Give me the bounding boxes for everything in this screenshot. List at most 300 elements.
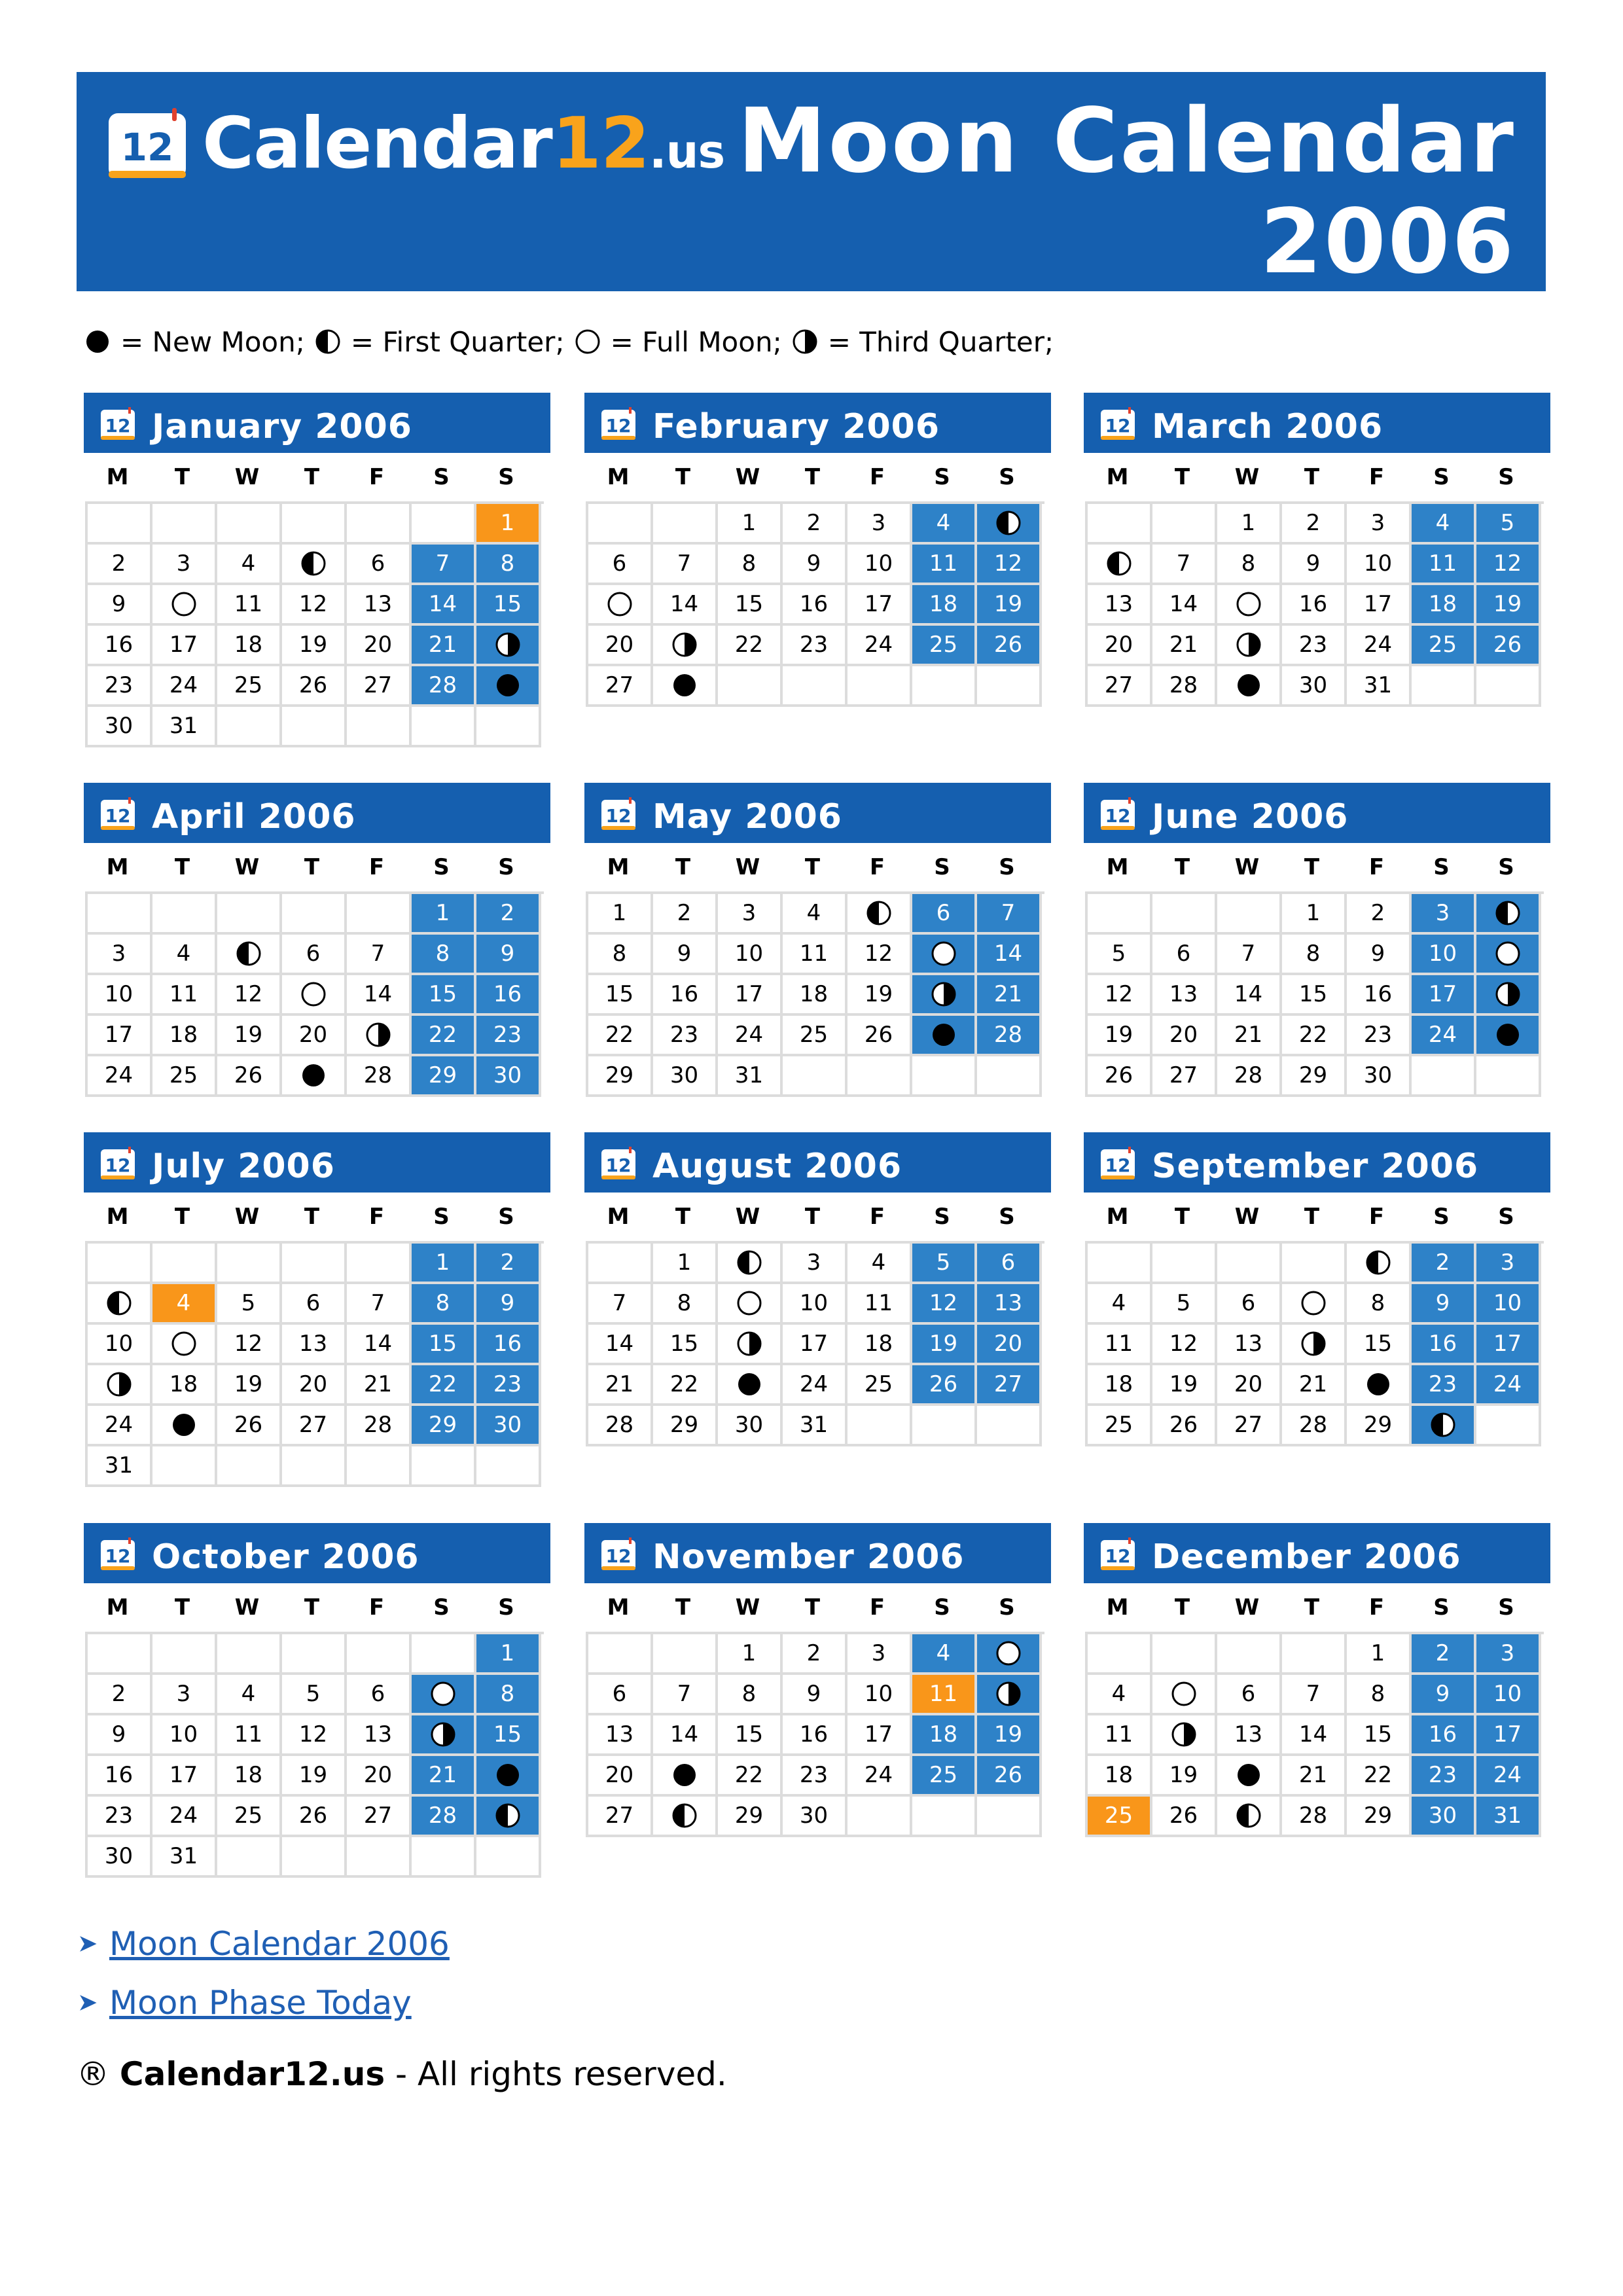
third-quarter-icon	[494, 631, 522, 658]
third-quarter-icon	[429, 1721, 457, 1748]
day-cell	[977, 1634, 1042, 1675]
day-cell	[1412, 975, 1476, 1016]
third-quarter-icon	[995, 1680, 1022, 1708]
day-number: 15	[669, 1331, 699, 1357]
day-number: 23	[104, 672, 134, 698]
day-cell	[718, 894, 783, 935]
day-cell	[347, 1325, 412, 1365]
empty-cell	[282, 504, 347, 545]
day-cell	[588, 1016, 653, 1056]
third-quarter-icon	[1300, 1330, 1327, 1357]
day-cell	[1217, 1365, 1282, 1406]
empty-cell	[217, 504, 282, 545]
day-number: 11	[929, 550, 958, 577]
day-cell	[1282, 1325, 1347, 1365]
day-number: 28	[1298, 1803, 1328, 1829]
weekday-label: S	[1498, 1204, 1514, 1230]
day-number: 24	[169, 672, 198, 698]
day-cell	[718, 585, 783, 626]
weekday-label: T	[675, 1594, 691, 1621]
day-cell	[912, 894, 977, 935]
weekday-label: F	[368, 1594, 385, 1621]
day-number: 17	[864, 591, 893, 617]
day-number: 11	[799, 941, 829, 967]
day-number: 25	[799, 1022, 829, 1048]
day-number: 17	[799, 1331, 829, 1357]
day-cell	[1088, 1284, 1152, 1325]
day-number: 12	[298, 1721, 328, 1748]
first-quarter-icon	[300, 550, 327, 577]
day-number: 10	[1493, 1681, 1522, 1707]
day-number: 14	[363, 1331, 393, 1357]
weekday-label: M	[106, 1594, 129, 1621]
legend-item	[314, 326, 574, 358]
day-cell	[152, 1365, 217, 1406]
empty-cell	[1217, 1634, 1282, 1675]
day-number: 27	[1234, 1412, 1263, 1438]
day-number: 12	[1493, 550, 1522, 577]
day-number: 30	[734, 1412, 764, 1438]
empty-cell	[847, 1797, 912, 1837]
day-number: 13	[993, 1290, 1023, 1316]
day-cell	[88, 585, 152, 626]
svg-text:12: 12	[105, 415, 131, 437]
day-cell	[783, 1284, 847, 1325]
empty-cell	[1152, 1244, 1217, 1284]
full-moon-icon	[930, 940, 957, 967]
day-cell	[217, 975, 282, 1016]
day-cell	[412, 1715, 476, 1756]
empty-cell	[88, 894, 152, 935]
day-number: 8	[435, 941, 450, 967]
weekday-label: T	[1304, 464, 1320, 490]
full-moon-icon	[1300, 1289, 1327, 1317]
weekday-row	[1084, 1583, 1550, 1632]
day-number: 9	[677, 941, 692, 967]
day-cell	[1347, 935, 1412, 975]
day-number: 25	[1104, 1412, 1133, 1438]
empty-cell	[977, 1797, 1042, 1837]
day-number: 16	[799, 1721, 829, 1748]
day-cell	[1088, 585, 1152, 626]
day-number: 2	[806, 510, 821, 536]
day-number: 6	[612, 1681, 627, 1707]
day-cell	[347, 1056, 412, 1097]
day-cell	[977, 1016, 1042, 1056]
day-cell	[412, 975, 476, 1016]
empty-cell	[412, 1634, 476, 1675]
day-number: 4	[806, 900, 821, 926]
empty-cell	[1476, 666, 1541, 707]
day-cell	[718, 1406, 783, 1446]
day-cell	[152, 1325, 217, 1365]
day-cell	[1412, 1406, 1476, 1446]
day-number: 21	[993, 981, 1023, 1007]
weekday-label: W	[234, 1204, 260, 1230]
day-number: 19	[1169, 1762, 1198, 1788]
day-cell	[653, 1056, 718, 1097]
day-cell	[1217, 975, 1282, 1016]
day-cell	[1476, 1244, 1541, 1284]
day-cell	[912, 1016, 977, 1056]
day-number: 6	[936, 900, 951, 926]
new-moon-icon	[1235, 672, 1262, 699]
footer-text: - All rights reserved.	[385, 2055, 727, 2093]
day-cell	[1347, 1756, 1412, 1797]
weekday-label: S	[1498, 854, 1514, 880]
weekday-label: S	[1433, 1594, 1450, 1621]
day-number: 23	[669, 1022, 699, 1048]
day-number: 10	[104, 981, 134, 1007]
calendar-logo-icon[interactable]	[107, 108, 188, 180]
day-number: 18	[929, 1721, 958, 1748]
weekday-label: T	[804, 1204, 821, 1230]
day-cell	[217, 1284, 282, 1325]
day-number: 25	[864, 1371, 893, 1397]
day-cell	[217, 1756, 282, 1797]
day-cell	[1088, 1365, 1152, 1406]
day-cell	[912, 1756, 977, 1797]
day-cell	[1412, 1244, 1476, 1284]
day-cell	[588, 1756, 653, 1797]
day-grid	[586, 891, 1044, 1097]
weekday-label: F	[869, 854, 885, 880]
logo-prefix: Calendar	[202, 103, 552, 185]
day-cell	[1282, 626, 1347, 666]
full-moon-icon	[429, 1680, 457, 1708]
weekday-row	[84, 1193, 550, 1241]
weekday-label: S	[498, 1204, 514, 1230]
day-cell	[847, 545, 912, 585]
day-cell	[1412, 585, 1476, 626]
day-number: 24	[799, 1371, 829, 1397]
day-number: 23	[104, 1803, 134, 1829]
day-cell	[912, 935, 977, 975]
day-cell	[1412, 1675, 1476, 1715]
day-number: 15	[493, 591, 522, 617]
day-number: 2	[500, 1249, 515, 1276]
day-number: 18	[169, 1022, 198, 1048]
empty-cell	[217, 1837, 282, 1878]
weekday-label: M	[106, 1204, 129, 1230]
day-number: 26	[1493, 632, 1522, 658]
weekday-label: W	[1234, 1594, 1260, 1621]
day-number: 15	[428, 1331, 457, 1357]
weekday-label: T	[1304, 1204, 1320, 1230]
day-cell	[412, 1244, 476, 1284]
day-number: 29	[428, 1062, 457, 1088]
weekday-label: T	[804, 464, 821, 490]
day-cell	[217, 626, 282, 666]
day-number: 16	[493, 1331, 522, 1357]
day-cell	[476, 1797, 541, 1837]
day-cell	[88, 1056, 152, 1097]
legend-item	[574, 326, 791, 358]
day-cell	[588, 935, 653, 975]
month-title: September 2006	[1152, 1147, 1479, 1186]
day-number: 15	[734, 591, 764, 617]
weekday-label: M	[1106, 854, 1129, 880]
day-number: 8	[741, 1681, 757, 1707]
day-number: 10	[104, 1331, 134, 1357]
day-cell	[653, 1406, 718, 1446]
weekday-label: S	[999, 464, 1015, 490]
day-cell	[847, 975, 912, 1016]
day-number: 7	[435, 550, 450, 577]
empty-cell	[282, 1837, 347, 1878]
day-number: 25	[1428, 632, 1457, 658]
day-number: 15	[605, 981, 634, 1007]
first-quarter-icon	[314, 328, 342, 355]
day-cell	[653, 585, 718, 626]
day-cell	[1282, 666, 1347, 707]
day-cell	[1476, 626, 1541, 666]
calendar-icon	[99, 1147, 136, 1181]
day-grid	[586, 1632, 1044, 1837]
day-cell	[1088, 1016, 1152, 1056]
day-number: 30	[1428, 1803, 1457, 1829]
day-cell	[977, 626, 1042, 666]
svg-text:12: 12	[1105, 1155, 1131, 1176]
svg-text:12: 12	[105, 805, 131, 827]
day-cell	[1152, 1284, 1217, 1325]
day-cell	[718, 626, 783, 666]
month-title: February 2006	[652, 407, 940, 446]
day-number: 12	[298, 591, 328, 617]
day-number: 19	[929, 1331, 958, 1357]
day-number: 17	[864, 1721, 893, 1748]
day-number: 1	[1306, 900, 1321, 926]
day-cell	[1217, 1016, 1282, 1056]
day-cell	[88, 1756, 152, 1797]
day-cell	[152, 626, 217, 666]
weekday-row	[1084, 1193, 1550, 1241]
day-cell	[412, 1284, 476, 1325]
day-cell	[1412, 626, 1476, 666]
day-cell	[1088, 1406, 1152, 1446]
day-cell	[912, 1675, 977, 1715]
empty-cell	[152, 1634, 217, 1675]
day-cell	[88, 545, 152, 585]
weekday-label: F	[1368, 464, 1385, 490]
day-number: 31	[104, 1452, 134, 1479]
day-number: 1	[741, 510, 757, 536]
empty-cell	[217, 1634, 282, 1675]
day-cell	[88, 666, 152, 707]
day-number: 14	[669, 591, 699, 617]
day-number: 19	[298, 632, 328, 658]
footer-brand: Calendar12.us	[119, 2055, 385, 2093]
empty-cell	[1217, 894, 1282, 935]
empty-cell	[347, 1634, 412, 1675]
day-number: 24	[864, 632, 893, 658]
month-header	[584, 1132, 1051, 1193]
day-number: 29	[1298, 1062, 1328, 1088]
empty-cell	[1476, 1056, 1541, 1097]
day-number: 31	[734, 1062, 764, 1088]
empty-cell	[912, 1797, 977, 1837]
day-grid	[1085, 501, 1544, 707]
day-cell	[653, 1675, 718, 1715]
weekday-label: T	[174, 1204, 190, 1230]
weekday-label: S	[433, 464, 450, 490]
day-cell	[783, 1797, 847, 1837]
empty-cell	[1088, 894, 1152, 935]
moon-phase-today-link[interactable]: Moon Phase Today	[109, 1984, 412, 2022]
day-cell	[847, 1715, 912, 1756]
day-number: 14	[1234, 981, 1263, 1007]
day-number: 4	[871, 1249, 886, 1276]
empty-cell	[653, 504, 718, 545]
day-number: 25	[169, 1062, 198, 1088]
day-number: 6	[612, 550, 627, 577]
day-number: 14	[1298, 1721, 1328, 1748]
day-number: 25	[234, 672, 263, 698]
day-number: 5	[1500, 510, 1515, 536]
day-number: 24	[1493, 1371, 1522, 1397]
day-cell	[1412, 1016, 1476, 1056]
day-cell	[783, 1365, 847, 1406]
day-number: 28	[605, 1412, 634, 1438]
day-number: 30	[104, 713, 134, 739]
day-cell	[88, 1284, 152, 1325]
third-quarter-icon	[1235, 631, 1262, 658]
day-cell	[152, 1406, 217, 1446]
day-number: 11	[1104, 1331, 1133, 1357]
day-number: 8	[1370, 1290, 1385, 1316]
day-number: 8	[1306, 941, 1321, 967]
day-cell	[476, 1325, 541, 1365]
day-number: 31	[799, 1412, 829, 1438]
day-number: 12	[929, 1290, 958, 1316]
month-header	[584, 783, 1051, 843]
month-title: August 2006	[652, 1147, 902, 1186]
first-quarter-icon	[494, 1802, 522, 1829]
empty-cell	[1088, 1244, 1152, 1284]
weekday-label: T	[804, 1594, 821, 1621]
day-cell	[282, 1715, 347, 1756]
weekday-row	[584, 1193, 1051, 1241]
day-cell	[1476, 1325, 1541, 1365]
day-cell	[783, 1016, 847, 1056]
day-cell	[718, 1244, 783, 1284]
day-number: 10	[864, 550, 893, 577]
weekday-label: S	[498, 1594, 514, 1621]
day-cell	[152, 545, 217, 585]
day-number: 28	[428, 1803, 457, 1829]
day-number: 17	[169, 1762, 198, 1788]
new-moon-icon	[1235, 1761, 1262, 1789]
day-cell	[1152, 1056, 1217, 1097]
day-cell	[1282, 894, 1347, 935]
empty-cell	[912, 1406, 977, 1446]
weekday-label: T	[1174, 1594, 1190, 1621]
day-number: 20	[298, 1371, 328, 1397]
day-cell	[1152, 935, 1217, 975]
day-number: 27	[1104, 672, 1133, 698]
day-cell	[412, 1325, 476, 1365]
day-number: 20	[993, 1331, 1023, 1357]
weekday-label: M	[1106, 1594, 1129, 1621]
day-number: 13	[363, 1721, 393, 1748]
day-cell	[88, 707, 152, 747]
site-logo[interactable]	[202, 105, 724, 191]
day-cell	[412, 1056, 476, 1097]
day-number: 7	[1241, 941, 1256, 967]
day-number: 13	[363, 591, 393, 617]
day-cell	[912, 1284, 977, 1325]
day-cell	[412, 1365, 476, 1406]
day-number: 19	[864, 981, 893, 1007]
day-number: 19	[234, 1371, 263, 1397]
day-number: 9	[500, 941, 515, 967]
day-cell	[588, 1675, 653, 1715]
day-number: 3	[871, 1640, 886, 1666]
day-number: 26	[298, 1803, 328, 1829]
day-number: 22	[734, 632, 764, 658]
day-cell	[783, 975, 847, 1016]
day-number: 24	[169, 1803, 198, 1829]
month-calendar	[584, 1523, 1051, 1837]
weekday-label: F	[869, 1204, 885, 1230]
moon-calendar-link[interactable]: Moon Calendar 2006	[109, 1925, 450, 1963]
day-cell	[977, 585, 1042, 626]
weekday-row	[1084, 453, 1550, 501]
day-number: 13	[605, 1721, 634, 1748]
day-cell	[88, 1016, 152, 1056]
weekday-label: S	[498, 464, 514, 490]
calendar-icon	[1099, 1537, 1136, 1571]
day-cell	[1412, 935, 1476, 975]
weekday-label: S	[498, 854, 514, 880]
day-cell	[347, 1756, 412, 1797]
weekday-label: T	[304, 854, 320, 880]
empty-cell	[1088, 1634, 1152, 1675]
day-cell	[977, 1244, 1042, 1284]
day-cell	[1347, 585, 1412, 626]
arrow-right-icon	[77, 1933, 99, 1955]
day-cell	[412, 1406, 476, 1446]
day-cell	[1476, 1715, 1541, 1756]
day-cell	[1282, 1756, 1347, 1797]
day-cell	[282, 545, 347, 585]
third-quarter-icon	[930, 980, 957, 1008]
empty-cell	[1152, 1634, 1217, 1675]
empty-cell	[588, 1244, 653, 1284]
weekday-label: S	[1498, 464, 1514, 490]
day-grid	[85, 1241, 544, 1487]
day-cell	[1088, 1056, 1152, 1097]
day-number: 27	[993, 1371, 1023, 1397]
full-moon-icon	[606, 590, 633, 618]
new-moon-icon	[1364, 1371, 1392, 1398]
day-cell	[347, 1365, 412, 1406]
day-cell	[282, 585, 347, 626]
day-cell	[977, 1675, 1042, 1715]
day-cell	[783, 1406, 847, 1446]
day-number: 21	[428, 1762, 457, 1788]
day-cell	[718, 504, 783, 545]
day-cell	[588, 666, 653, 707]
day-cell	[588, 1325, 653, 1365]
day-number: 20	[1234, 1371, 1263, 1397]
day-cell	[1217, 1406, 1282, 1446]
empty-cell	[977, 1056, 1042, 1097]
day-cell	[476, 894, 541, 935]
weekday-row	[584, 1583, 1051, 1632]
new-moon-icon	[671, 1761, 698, 1789]
day-number: 16	[1428, 1331, 1457, 1357]
